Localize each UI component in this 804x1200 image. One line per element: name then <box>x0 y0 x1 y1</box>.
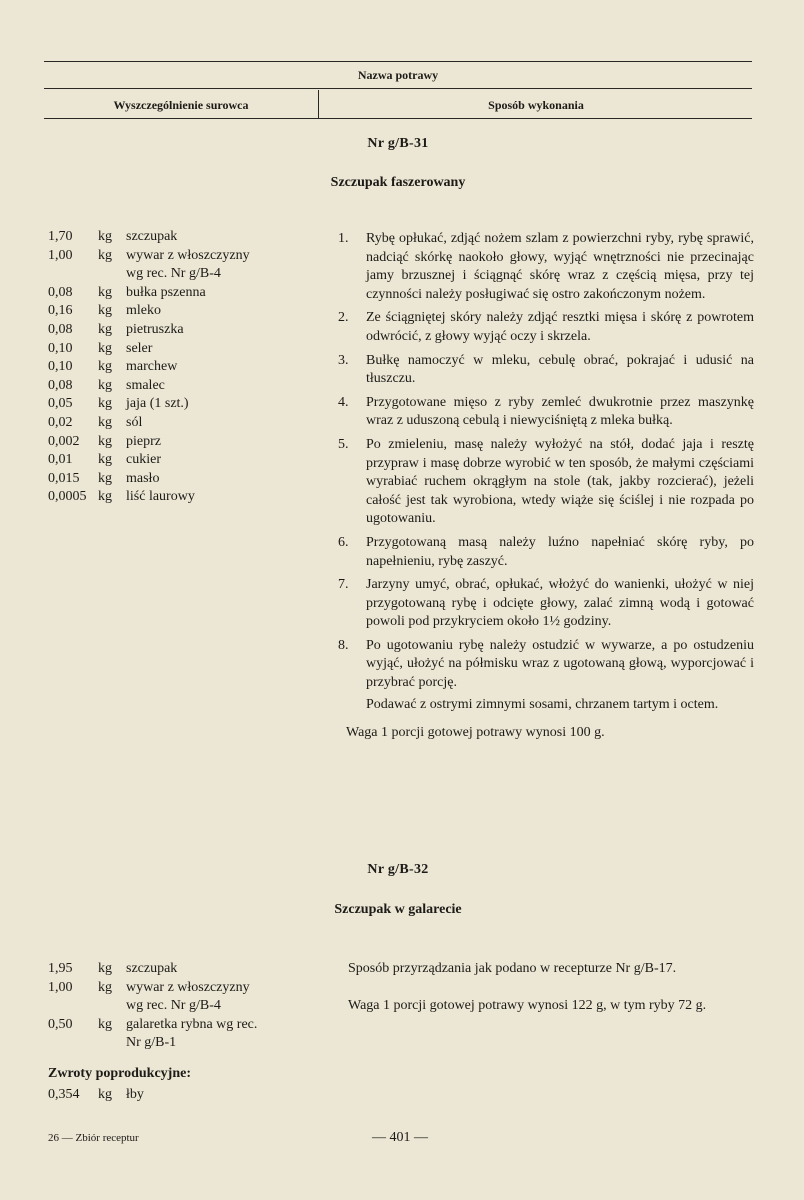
ingredient-unit: kg <box>98 247 112 263</box>
header-rule <box>44 88 752 89</box>
ingredient-name: pietruszka <box>126 321 184 337</box>
ingredient-qty: 0,16 <box>48 303 73 319</box>
method-text: Sposób przyrządzania jak podano w recepturze Nr g/B-17. <box>348 961 677 976</box>
step-text: Ze ściągniętej skóry należy zdjąć resztki mięsa i skórę z powrotem odwrócić, z głowy wyjąć oczy i skrzela. <box>366 310 754 344</box>
method-step <box>338 230 754 304</box>
ingredient-qty: 1,00 <box>48 247 73 263</box>
ingredient-row <box>48 470 318 489</box>
method-step <box>338 576 754 632</box>
ingredient-unit: kg <box>98 979 112 995</box>
ingredient-qty: 0,50 <box>48 1016 73 1032</box>
ingredient-unit: kg <box>98 396 112 412</box>
ingredient-name: sól <box>126 414 143 430</box>
footer-source: 26 — Zbiór receptur <box>48 1132 139 1144</box>
ingredient-list <box>48 960 318 1053</box>
ingredient-unit: kg <box>98 470 112 486</box>
recipe-number: Nr g/B-32 <box>367 862 429 877</box>
ingredient-qty: 0,08 <box>48 284 73 300</box>
ingredient-qty: 0,08 <box>48 377 73 393</box>
method-step <box>338 309 754 346</box>
ingredient-unit: kg <box>98 303 112 319</box>
ingredient-name: marchew <box>126 359 178 375</box>
step-number: 3. <box>338 352 349 368</box>
step-number: 4. <box>338 394 349 410</box>
ingredient-row <box>48 340 318 359</box>
ingredient-name: seler <box>126 340 153 356</box>
step-text: Po zmieleniu, masę należy wyłożyć na stół, dodać jaja i resztę przypraw i masę dobrze wyrobić w ten sposób, że małymi częściami wyrabiać ruchem okrągłym na stole (tak, jakby rozcierać), jeżeli całość jest tak wyrobiona, wtedy wiąże się ściślej i nie rozpada po ugotowaniu. <box>366 436 754 527</box>
recipe-title: Szczupak w galarecie <box>334 902 462 917</box>
header-method-column: Sposób wykonania <box>488 98 584 112</box>
step-number: 5. <box>338 436 349 452</box>
ingredient-qty: 0,10 <box>48 340 73 356</box>
ingredient-row <box>48 488 318 507</box>
ingredient-qty: 0,002 <box>48 433 80 449</box>
returns-name: łby <box>126 1087 144 1102</box>
ingredient-qty: 0,015 <box>48 470 80 486</box>
ingredient-row <box>48 395 318 414</box>
ingredient-qty: 1,70 <box>48 229 73 244</box>
ingredient-row <box>48 302 318 321</box>
step-text: Rybę opłukać, zdjąć nożem szlam z powierzchni ryby, rybę sprawić, nadciąć skórkę naokoło głowy, wyjąć wnętrzności nie przecinając jamy brzusznej i ściągnąć skórę wraz z częścią mięsa, przy tej czynności należy posługiwać się ostro zakończonym nożem. <box>366 231 754 302</box>
ingredient-unit: kg <box>98 359 112 375</box>
ingredient-qty: 0,05 <box>48 396 73 412</box>
recipe-number: Nr g/B-31 <box>367 136 429 151</box>
ingredient-unit: kg <box>98 321 112 337</box>
ingredient-row <box>48 358 318 377</box>
ingredient-name: pieprz <box>126 433 161 449</box>
step-text: Przygotowaną masą należy luźno napełniać skórę ryby, po napełnieniu, rybę zaszyć. <box>366 534 754 569</box>
ingredient-row <box>48 228 318 247</box>
header-column-divider <box>318 90 319 118</box>
ingredient-qty: 0,02 <box>48 414 73 430</box>
step-number: 1. <box>338 231 349 246</box>
ingredient-qty: 0,08 <box>48 321 73 337</box>
method-step <box>338 637 754 693</box>
ingredient-row <box>48 451 318 470</box>
ingredient-row <box>48 377 318 396</box>
ingredient-name: liść laurowy <box>126 489 195 505</box>
step-number: 7. <box>338 577 349 593</box>
method-step <box>338 436 754 529</box>
ingredient-qty: 1,95 <box>48 961 73 976</box>
ingredient-qty: 1,00 <box>48 979 73 995</box>
ingredient-unit: kg <box>98 1016 112 1032</box>
returns-title: Zwroty poprodukcyjne: <box>48 1066 192 1081</box>
ingredient-list <box>48 228 318 507</box>
ingredient-unit: kg <box>98 377 112 393</box>
top-rule <box>44 61 752 62</box>
ingredient-qty: 0,0005 <box>48 489 87 505</box>
ingredient-row <box>48 433 318 452</box>
method-step <box>338 352 754 389</box>
portion-weight: Waga 1 porcji gotowej potrawy wynosi 100 g. <box>346 725 605 741</box>
ingredient-name: masło <box>126 470 160 486</box>
returns-qty: 0,354 <box>48 1087 80 1102</box>
step-number: 6. <box>338 534 349 550</box>
header-dish-name: Nazwa potrawy <box>357 68 439 82</box>
ingredient-name: szczupak <box>126 229 178 244</box>
ingredient-unit: kg <box>98 284 112 300</box>
ingredient-row <box>48 321 318 340</box>
step-text: Bułkę namoczyć w mleku, cebulę obrać, pokrajać i udusić na tłuszczu. <box>366 352 754 387</box>
ingredient-unit: kg <box>98 433 112 449</box>
step-text: Jarzyny umyć, obrać, opłukać, włożyć do wanienki, ułożyć w niej przygotowaną rybę i odcięte głowy, zalać zimną wodą i gotować powoli pod przykryciem około 1½ godziny. <box>366 577 754 630</box>
ingredient-row <box>48 1016 318 1035</box>
step-number: 8. <box>338 637 349 653</box>
ingredient-qty: 0,10 <box>48 359 73 375</box>
method-step <box>338 534 754 571</box>
returns-list <box>48 1086 318 1105</box>
header-bottom-rule <box>44 118 752 119</box>
ingredient-name: szczupak <box>126 961 178 976</box>
ingredient-row <box>48 960 318 979</box>
method-steps <box>338 230 754 743</box>
ingredient-name: mleko <box>126 303 161 319</box>
step-text: Przygotowane mięso z ryby zemleć dwukrotnie przez maszynkę wraz z uduszoną cebulą i niewyciśniętą z mleka bułką. <box>366 394 754 429</box>
ingredient-name: wywar z włoszczyzny <box>126 979 250 995</box>
step-text: Po ugotowaniu rybę należy ostudzić w wywarze, a po ostudzeniu wyjąć, ułożyć na półmisku wraz z ugotowaną głową, wyporcjować i przybrać porcję. <box>366 637 754 691</box>
header-ingredients-column: Wyszczególnienie surowca <box>113 98 249 112</box>
ingredient-qty: 0,01 <box>48 452 73 468</box>
step-number: 2. <box>338 310 349 326</box>
ingredient-name: wywar z włoszczyzny <box>126 247 250 263</box>
ingredient-name: cukier <box>126 452 161 468</box>
ingredient-continuation: wg rec. Nr g/B-4 <box>126 998 221 1014</box>
ingredient-unit: kg <box>98 489 112 505</box>
recipe-title: Szczupak faszerowany <box>330 175 466 190</box>
returns-unit: kg <box>98 1087 112 1102</box>
returns-row <box>48 1086 318 1105</box>
ingredient-unit: kg <box>98 452 112 468</box>
ingredient-unit: kg <box>98 414 112 430</box>
ingredient-row <box>48 414 318 433</box>
ingredient-continuation: Nr g/B-1 <box>126 1035 177 1051</box>
ingredient-row <box>48 284 318 303</box>
page-number: — 401 — <box>372 1130 428 1145</box>
ingredient-unit: kg <box>98 229 112 244</box>
ingredient-continuation: wg rec. Nr g/B-4 <box>126 266 221 282</box>
ingredient-name: galaretka rybna wg rec. <box>126 1016 258 1032</box>
ingredient-row <box>48 247 318 266</box>
method-step <box>338 394 754 431</box>
ingredient-name: smalec <box>126 377 165 393</box>
portion-weight: Waga 1 porcji gotowej potrawy wynosi 122 g, w tym ryby 72 g. <box>348 998 707 1013</box>
ingredient-name: bułka pszenna <box>126 284 206 300</box>
ingredient-unit: kg <box>98 961 112 976</box>
serving-note: Podawać z ostrymi zimnymi sosami, chrzanem tartym i octem. <box>366 696 719 712</box>
ingredient-row <box>48 979 318 998</box>
ingredient-name: jaja (1 szt.) <box>126 396 189 412</box>
ingredient-unit: kg <box>98 340 112 356</box>
